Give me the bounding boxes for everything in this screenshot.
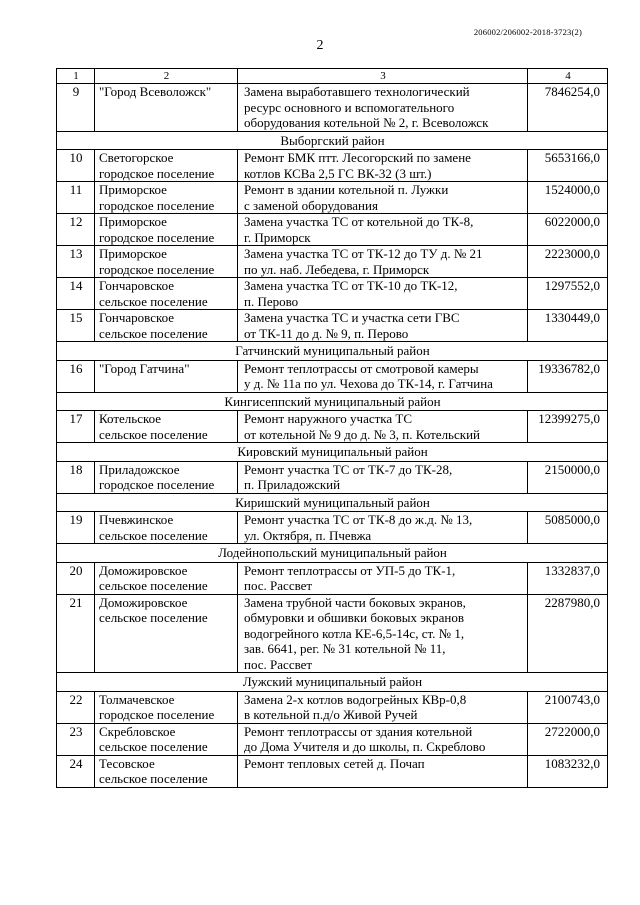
row-number: 19 [57,512,95,544]
row-number: 17 [57,411,95,443]
section-row [57,673,608,692]
section-title: Киришский муниципальный район [57,493,608,512]
work-description-line: Ремонт наружного участка ТС [244,411,413,426]
municipality-line: Тесовское [99,755,155,771]
municipality-cell [95,755,238,787]
amount-cell: 2150000,0 [528,461,608,493]
work-description-line: Ремонт участка ТС от ТК-8 до ж.д. № 13, [244,512,473,527]
work-description-line: Замена участка ТС от котельной до ТК-8, [244,214,474,229]
table-row [57,278,608,310]
work-description-line: до Дома Учителя и до школы, п. Скреблово [244,739,486,754]
section-title: Гатчинский муниципальный район [57,342,608,361]
section-row [57,392,608,411]
work-description-line: от ТК-11 до д. № 9, п. Перово [244,325,409,341]
work-description-line: от котельной № 9 до д. № 3, п. Котельский [244,426,480,442]
work-description-line: Ремонт теплотрассы от здания котельной [244,723,473,739]
amount-cell: 2223000,0 [528,246,608,278]
work-description-cell [238,214,528,246]
table-row [57,723,608,755]
work-description-line: ресурс основного и вспомогательного [244,99,455,115]
work-description-line: по ул. наб. Лебедева, г. Приморск [244,261,430,277]
amount-cell: 12399275,0 [528,411,608,443]
municipality-cell [95,84,238,132]
section-title: Лужский муниципальный район [57,673,608,692]
municipality-cell [95,360,238,392]
work-description-line: пос. Рассвет [244,578,313,593]
municipality-cell [95,150,238,182]
column-header: 1 [57,69,95,84]
amount-cell: 2287980,0 [528,594,608,673]
row-number: 22 [57,691,95,723]
amount-cell: 1083232,0 [528,755,608,787]
table-row [57,360,608,392]
row-number: 11 [57,182,95,214]
work-description-line: п. Приладожский [244,477,341,492]
municipality-line: Гончаровское [99,278,175,293]
municipality-cell [95,214,238,246]
column-header: 4 [528,69,608,84]
municipality-line: городское поселение [99,229,215,245]
work-description-cell [238,411,528,443]
amount-cell: 1330449,0 [528,310,608,342]
work-description-line: Ремонт тепловых сетей д. Почап [244,755,425,771]
municipality-cell [95,310,238,342]
municipality-line: Приморское [99,214,167,229]
municipality-cell [95,246,238,278]
work-description-cell [238,150,528,182]
section-row [57,544,608,563]
work-description-line: Замена выработавшего технологический [244,84,470,99]
table-row [57,594,608,673]
table-row [57,691,608,723]
work-description-cell [238,278,528,310]
work-description-line: Ремонт участка ТС от ТК-7 до ТК-28, [244,461,453,477]
work-description-cell [238,246,528,278]
municipality-line: сельское поселение [99,610,208,625]
row-number: 21 [57,594,95,673]
work-description-line: с заменой оборудования [244,197,378,213]
table-row [57,310,608,342]
table-row [57,84,608,132]
table-row [57,461,608,493]
row-number: 13 [57,246,95,278]
municipality-line: Толмачевское [99,691,175,707]
municipality-line: городское поселение [99,165,215,181]
municipality-line: Скребловское [99,723,176,739]
municipality-line: сельское поселение [99,739,208,754]
work-description-cell [238,461,528,493]
row-number: 9 [57,84,95,132]
municipality-line: "Город Всеволожск" [99,84,212,99]
municipality-cell [95,723,238,755]
work-description-line: обмуровки и обшивки боковых экранов [244,610,464,625]
municipality-line: "Город Гатчина" [99,360,190,376]
work-description-line: г. Приморск [244,229,311,245]
table-row [57,562,608,594]
work-description-line: оборудования котельной № 2, г. Всеволожск [244,115,489,130]
table-row [57,755,608,787]
work-description-line: ул. Октября, п. Пчевжа [244,527,372,543]
column-header: 3 [238,69,528,84]
amount-cell: 19336782,0 [528,360,608,392]
work-description-cell [238,360,528,392]
municipality-line: Пчевжинское [99,512,174,527]
section-row [57,443,608,462]
work-description-line: Ремонт теплотрассы от смотровой камеры [244,360,479,376]
municipality-line: Приморское [99,182,167,197]
section-row [57,493,608,512]
municipality-cell [95,594,238,673]
section-title: Кировский муниципальный район [57,443,608,462]
work-description-line: Замена участка ТС от ТК-10 до ТК-12, [244,278,458,293]
amount-cell: 5653166,0 [528,150,608,182]
work-description-cell [238,594,528,673]
municipality-line: сельское поселение [99,578,208,593]
work-description-cell [238,182,528,214]
amount-cell: 2722000,0 [528,723,608,755]
row-number: 23 [57,723,95,755]
amount-cell: 1332837,0 [528,562,608,594]
amount-cell: 7846254,0 [528,84,608,132]
row-number: 10 [57,150,95,182]
work-description-line: Замена участка ТС и участка сети ГВС [244,310,460,325]
work-description-line: Ремонт БМК птт. Лесогорский по замене [244,150,471,165]
table-row [57,246,608,278]
table-row [57,182,608,214]
municipality-line: городское поселение [99,477,215,492]
municipality-line: сельское поселение [99,771,208,786]
row-number: 20 [57,562,95,594]
document-number: 206002/206002-2018-3723(2) [473,27,582,37]
table-row [57,214,608,246]
municipality-line: Приморское [99,246,167,261]
municipality-line: сельское поселение [99,527,208,543]
table-row [57,512,608,544]
amount-cell: 1297552,0 [528,278,608,310]
work-description-line: п. Перово [244,293,299,309]
works-table [56,68,608,788]
municipality-cell [95,512,238,544]
row-number: 15 [57,310,95,342]
work-description-line: водогрейного котла КЕ-6,5-14с, ст. № 1, [244,625,465,641]
work-description-cell [238,310,528,342]
municipality-cell [95,562,238,594]
work-description-cell [238,755,528,787]
row-number: 14 [57,278,95,310]
municipality-line: Котельское [99,411,162,426]
work-description-line: в котельной п.д/о Живой Ручей [244,707,418,722]
work-description-line: зав. 6641, рег. № 31 котельной № 11, [244,641,446,656]
section-title: Лодейнопольский муниципальный район [57,544,608,563]
row-number: 24 [57,755,95,787]
column-header: 2 [95,69,238,84]
row-number: 16 [57,360,95,392]
municipality-line: городское поселение [99,197,215,213]
work-description-line: Ремонт теплотрассы от УП-5 до ТК-1, [244,562,456,578]
municipality-line: городское поселение [99,261,215,277]
table-header-row [57,69,608,84]
work-description-line: Замена трубной части боковых экранов, [244,594,466,610]
work-description-cell [238,562,528,594]
amount-cell: 1524000,0 [528,182,608,214]
municipality-line: Доможировское [99,594,188,610]
municipality-line: сельское поселение [99,426,208,442]
section-row [57,131,608,150]
section-title: Кингисеппский муниципальный район [57,392,608,411]
work-description-line: Замена 2-х котлов водогрейных КВр-0,8 [244,691,467,707]
municipality-line: городское поселение [99,707,215,722]
work-description-line: Ремонт в здании котельной п. Лужки [244,182,449,197]
municipality-cell [95,182,238,214]
amount-cell: 6022000,0 [528,214,608,246]
municipality-line: сельское поселение [99,293,208,309]
work-description-line: котлов КСВа 2,5 ГС ВК-32 (3 шт.) [244,165,432,181]
section-row [57,342,608,361]
municipality-line: Гончаровское [99,310,175,325]
section-title: Выборгский район [57,131,608,150]
work-description-line: пос. Рассвет [244,656,313,672]
page-number: 2 [316,38,324,53]
work-description-cell [238,723,528,755]
municipality-cell [95,411,238,443]
municipality-cell [95,461,238,493]
row-number: 18 [57,461,95,493]
row-number: 12 [57,214,95,246]
work-description-cell [238,512,528,544]
municipality-line: Светогорское [99,150,174,165]
work-description-cell [238,691,528,723]
work-description-cell [238,84,528,132]
municipality-line: сельское поселение [99,325,208,341]
table-row [57,411,608,443]
amount-cell: 2100743,0 [528,691,608,723]
table-row [57,150,608,182]
municipality-cell [95,278,238,310]
amount-cell: 5085000,0 [528,512,608,544]
work-description-line: у д. № 11а по ул. Чехова до ТК-14, г. Гатчина [244,376,493,391]
municipality-cell [95,691,238,723]
work-description-line: Замена участка ТС от ТК-12 до ТУ д. № 21 [244,246,483,261]
municipality-line: Приладожское [99,461,180,477]
municipality-line: Доможировское [99,562,188,578]
